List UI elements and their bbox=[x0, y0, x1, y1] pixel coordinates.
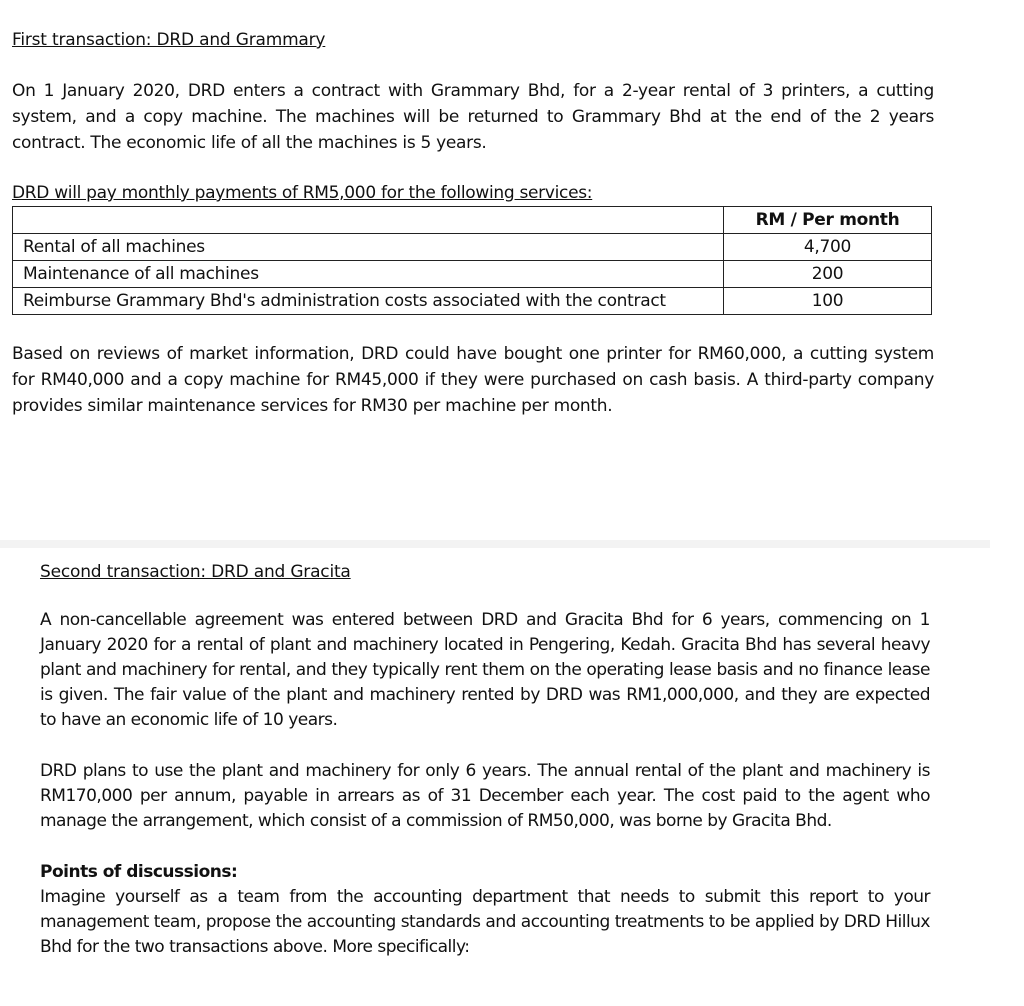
table-cell-value: 4,700 bbox=[724, 234, 932, 261]
table-row bbox=[13, 261, 932, 288]
table-cell-label: Reimburse Grammary Bhd's administration costs associated with the contract bbox=[13, 288, 724, 315]
first-transaction-section bbox=[12, 30, 934, 419]
points-of-discussion-title: Points of discussions: bbox=[40, 862, 238, 882]
table-row bbox=[13, 288, 932, 315]
page-separator bbox=[0, 540, 990, 548]
points-of-discussion-text: Imagine yourself as a team from the accounting department that needs to submit this report to your management team, propose the accounting standards and accounting treatments to be applied by DRD Hillux Bhd for the two transactions above. More specifically: bbox=[40, 887, 930, 957]
first-transaction-heading: First transaction: DRD and Grammary bbox=[12, 30, 326, 50]
table-cell-label: Rental of all machines bbox=[13, 234, 724, 261]
first-transaction-paragraph-1: On 1 January 2020, DRD enters a contract with Grammary Bhd, for a 2-year rental of 3 printers, a cutting system, and a copy machine. The machines will be returned to Grammary Bhd at the end of the 2 years contract. The economic life of all the machines is 5 years. bbox=[12, 81, 934, 153]
first-transaction-paragraph-2: Based on reviews of market information, DRD could have bought one printer for RM60,000, a cutting system for RM40,000 and a copy machine for RM45,000 if they were purchased on cash basis. A third-party company provides similar maintenance services for RM30 per machine per month. bbox=[12, 344, 934, 416]
monthly-payment-table bbox=[12, 206, 932, 315]
table-header-row bbox=[13, 207, 932, 234]
table-cell-value: 200 bbox=[724, 261, 932, 288]
table-header-blank bbox=[13, 207, 724, 234]
table-cell-value: 100 bbox=[724, 288, 932, 315]
second-transaction-heading: Second transaction: DRD and Gracita bbox=[40, 562, 351, 582]
second-transaction-paragraph-2: DRD plans to use the plant and machinery for only 6 years. The annual rental of the plant and machinery is RM170,000 per annum, payable in arrears as of 31 December each year. The cost paid to the agent who manage the arrangement, which consist of a commission of RM50,000, was borne by Gracita Bhd. bbox=[40, 761, 930, 831]
table-cell-label: Maintenance of all machines bbox=[13, 261, 724, 288]
table-row bbox=[13, 234, 932, 261]
second-transaction-section bbox=[0, 548, 1024, 1006]
table-header-rm-per-month: RM / Per month bbox=[724, 207, 932, 234]
payment-table-intro: DRD will pay monthly payments of RM5,000 for the following services: bbox=[12, 183, 593, 203]
second-transaction-paragraph-1: A non-cancellable agreement was entered between DRD and Gracita Bhd for 6 years, commencing on 1 January 2020 for a rental of plant and machinery located in Pengering, Kedah. Gracita Bhd has several heavy plant and machinery for rental, and they typically rent them on the operating lease basis and no finance lease is given. The fair value of the plant and machinery rented by DRD was RM1,000,000, and they are expected to have an economic life of 10 years. bbox=[40, 610, 930, 730]
